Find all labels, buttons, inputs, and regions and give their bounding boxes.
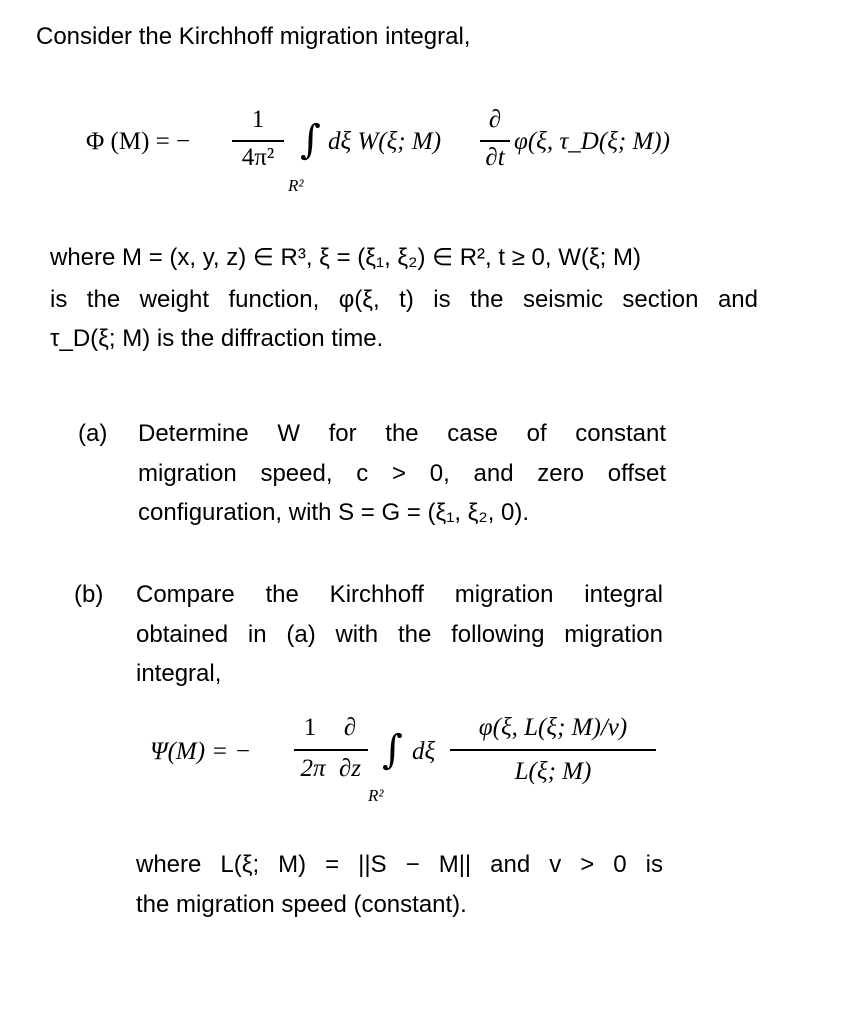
part-a-label: (a) [78, 420, 108, 447]
intro-text: Consider the Kirchhoff migration integral, [36, 23, 471, 50]
eq1-numerator: 1 [251, 106, 265, 133]
eq2-denominator: 2π [300, 755, 326, 782]
eq2-frac-numerator: φ(ξ, L(ξ; M)/v) [478, 714, 628, 741]
eq2-numerator: 1 [303, 714, 317, 741]
eq2-integral-domain: R² [368, 786, 384, 805]
part-b-line-2: obtained in (a) with the following migration [136, 621, 663, 648]
integral-sign: ∫ [382, 727, 403, 773]
eq1-fraction-bar [232, 140, 284, 142]
where-line-1: where M = (x, y, z) ∈ R³, ξ = (ξ₁, ξ₂) ∈ R², t ≥ 0, W(ξ; M) [50, 244, 641, 271]
eq1-integrand-weight: dξ W(ξ; M) [328, 128, 442, 155]
eq2-frac-denominator: L(ξ; M) [514, 758, 592, 785]
eq1-partial-den: ∂t [485, 144, 505, 171]
eq2-partial-num: ∂ [343, 714, 357, 741]
eq1-partial-bar [480, 140, 510, 142]
eq1-integral-domain: R² [288, 176, 304, 195]
eq1-integrand-section: φ(ξ, τ_D(ξ; M)) [514, 128, 670, 155]
eq2-dxi: dξ [412, 738, 436, 765]
part-a-line-2: migration speed, c > 0, and zero offset [138, 460, 666, 487]
where-line-2: is the weight function, φ(ξ, t) is the seismic section and [50, 286, 758, 313]
eq2-fraction-bar [294, 749, 368, 751]
part-a-line-3: configuration, with S = G = (ξ₁, ξ₂, 0). [138, 499, 530, 526]
eq1-lhs: Φ (M) = − [86, 128, 191, 155]
final-line-2: the migration speed (constant). [136, 891, 467, 918]
final-line-1: where L(ξ; M) = ||S − M|| and v > 0 is [136, 851, 663, 878]
integral-sign: ∫ [300, 117, 321, 163]
eq2-lhs: Ψ(M) = − [150, 738, 252, 765]
part-b-line-1: Compare the Kirchhoff migration integral [136, 581, 663, 608]
where-line-3: τ_D(ξ; M) is the diffraction time. [50, 325, 384, 352]
part-a-line-1: Determine W for the case of constant [138, 420, 666, 447]
part-b-line-3: integral, [136, 660, 222, 687]
eq2-main-fraction-bar [450, 749, 656, 751]
eq1-denominator: 4π² [241, 144, 275, 171]
eq1-partial-num: ∂ [488, 106, 502, 133]
part-b-label: (b) [74, 581, 104, 608]
eq2-partial-den: ∂z [338, 755, 362, 782]
